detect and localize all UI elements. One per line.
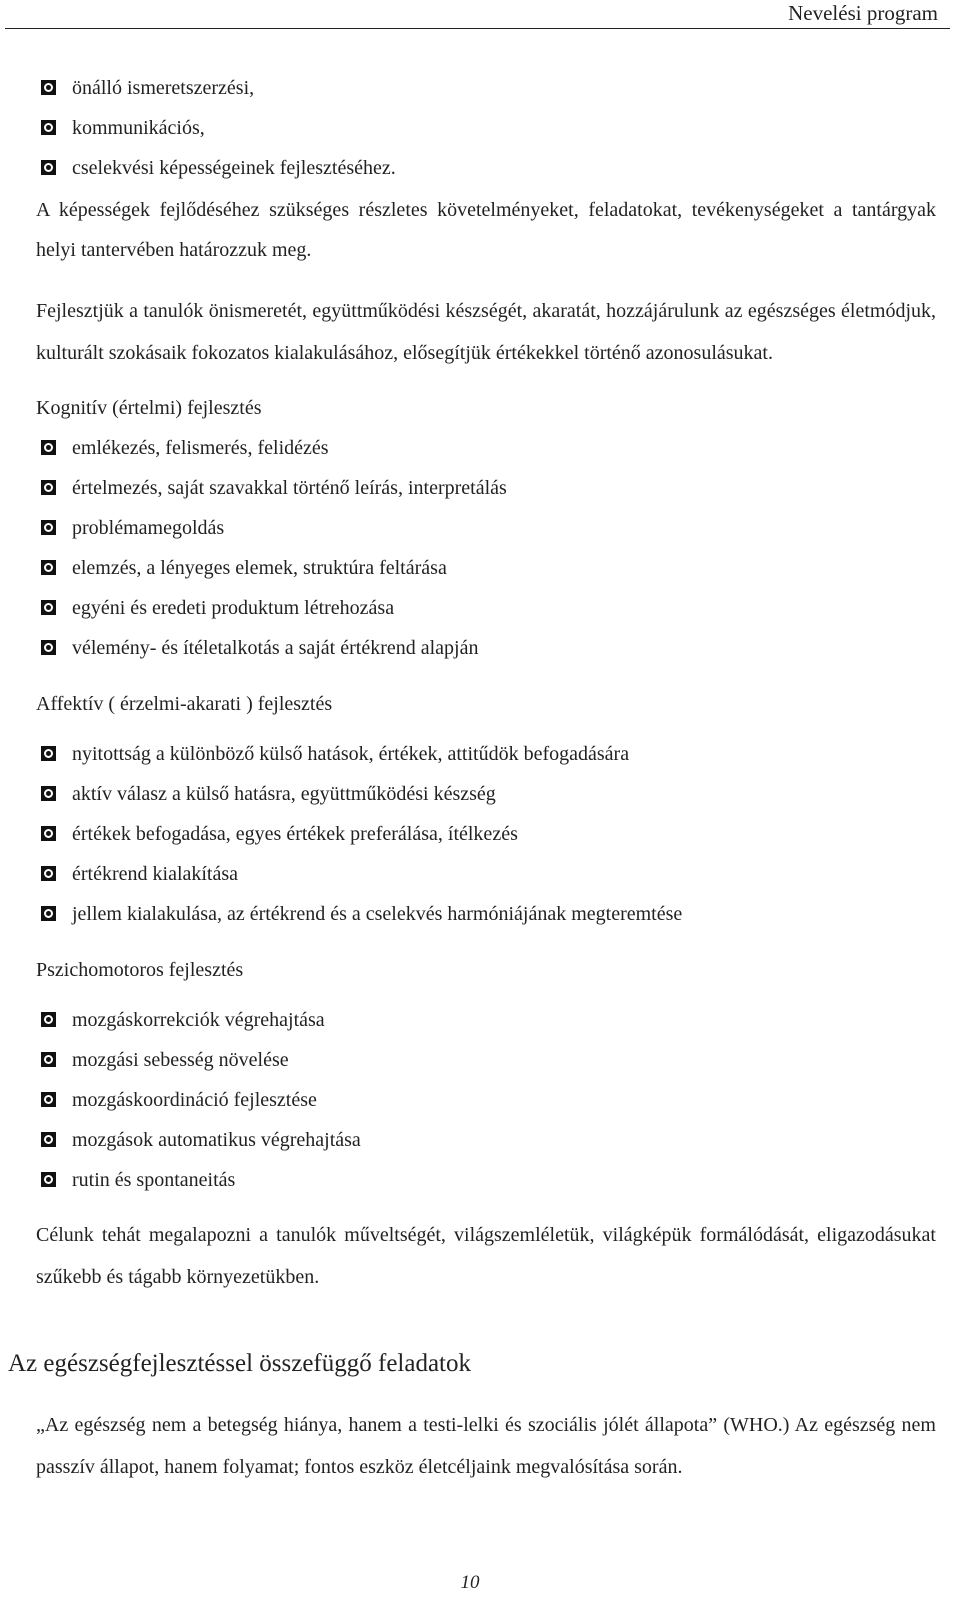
- list-item: mozgáskoordináció fejlesztése: [36, 1080, 936, 1120]
- list-item: aktív válasz a külső hatásra, együttműködési készség: [36, 774, 936, 814]
- list-item: vélemény- és ítéletalkotás a saját értékrend alapján: [36, 628, 936, 668]
- list-item: cselekvési képességeinek fejlesztéséhez.: [36, 148, 936, 188]
- paragraph-goal: Célunk tehát megalapozni a tanulók műveltségét, világszemléletük, világképük formálódását, eligazodásukat szűkebb és tágabb környezetükben.: [36, 1224, 936, 1288]
- list-item: értékrend kialakítása: [36, 854, 936, 894]
- paragraph-requirements: A képességek fejlődéséhez szükséges részletes követelményeket, feladatokat, tevékenységeket a tantárgyak helyi tantervében határozzuk meg.: [36, 199, 936, 261]
- list-item: problémamegoldás: [36, 508, 936, 548]
- cognitive-heading: Kognitív (értelmi) fejlesztés: [36, 397, 262, 419]
- list-item: jellem kialakulása, az értékrend és a cselekvés harmóniájának megteremtése: [36, 894, 936, 934]
- bullet-icon: [41, 746, 56, 761]
- paragraph-who-quote: „Az egészség nem a betegség hiánya, hanem a testi-lelki és szociális jólét állapota” (WHO.) Az egészség nem passzív állapot, hanem folyamat; fontos eszköz életcéljaink megvalósítása során.: [36, 1414, 936, 1478]
- psychomotor-heading: Pszichomotoros fejlesztés: [36, 959, 244, 981]
- list-item: nyitottság a különböző külső hatások, értékek, attitűdök befogadására: [36, 734, 936, 774]
- bullet-icon: [41, 80, 56, 95]
- bullet-icon: [41, 1092, 56, 1107]
- paragraph-development: Fejlesztjük a tanulók önismeretét, együttműködési készségét, akaratát, hozzájárulunk az egészséges életmódjuk, kulturált szokásaik fokozatos kialakulásához, elősegítjük értékekkel történő azonosulásukat.: [36, 300, 936, 364]
- bullet-icon: [41, 1172, 56, 1187]
- bullet-icon: [41, 560, 56, 575]
- list-item: önálló ismeretszerzési,: [36, 68, 936, 108]
- bullet-icon: [41, 480, 56, 495]
- bullet-icon: [41, 440, 56, 455]
- affective-heading: Affektív ( érzelmi-akarati ) fejlesztés: [36, 693, 333, 715]
- bullet-icon: [41, 120, 56, 135]
- bullet-icon: [41, 826, 56, 841]
- bullet-icon: [41, 786, 56, 801]
- cognitive-list: [36, 428, 936, 668]
- list-item: elemzés, a lényeges elemek, struktúra feltárása: [36, 548, 936, 588]
- list-item: értékek befogadása, egyes értékek preferálása, ítélkezés: [36, 814, 936, 854]
- bullet-icon: [41, 1052, 56, 1067]
- header-title: Nevelési program: [788, 1, 938, 25]
- bullet-icon: [41, 906, 56, 921]
- section-heading: Az egészségfejlesztéssel összefüggő feladatok: [8, 1350, 472, 1377]
- bullet-icon: [41, 1012, 56, 1027]
- main-content: [36, 68, 936, 1298]
- bullet-icon: [41, 600, 56, 615]
- list-item: emlékezés, felismerés, felidézés: [36, 428, 936, 468]
- list-item: értelmezés, saját szavakkal történő leírás, interpretálás: [36, 468, 936, 508]
- skills-list: [36, 68, 936, 188]
- list-item: kommunikációs,: [36, 108, 936, 148]
- affective-list: [36, 734, 936, 934]
- list-item: mozgások automatikus végrehajtása: [36, 1120, 936, 1160]
- bullet-icon: [41, 520, 56, 535]
- bullet-icon: [41, 866, 56, 881]
- list-item: mozgási sebesség növelése: [36, 1040, 936, 1080]
- page-header: [5, 0, 950, 29]
- bullet-icon: [41, 640, 56, 655]
- list-item: egyéni és eredeti produktum létrehozása: [36, 588, 936, 628]
- list-item: mozgáskorrekciók végrehajtása: [36, 1000, 936, 1040]
- page-number: 10: [460, 1572, 480, 1593]
- bullet-icon: [41, 160, 56, 175]
- bullet-icon: [41, 1132, 56, 1147]
- psychomotor-list: [36, 1000, 936, 1200]
- list-item: rutin és spontaneitás: [36, 1160, 936, 1200]
